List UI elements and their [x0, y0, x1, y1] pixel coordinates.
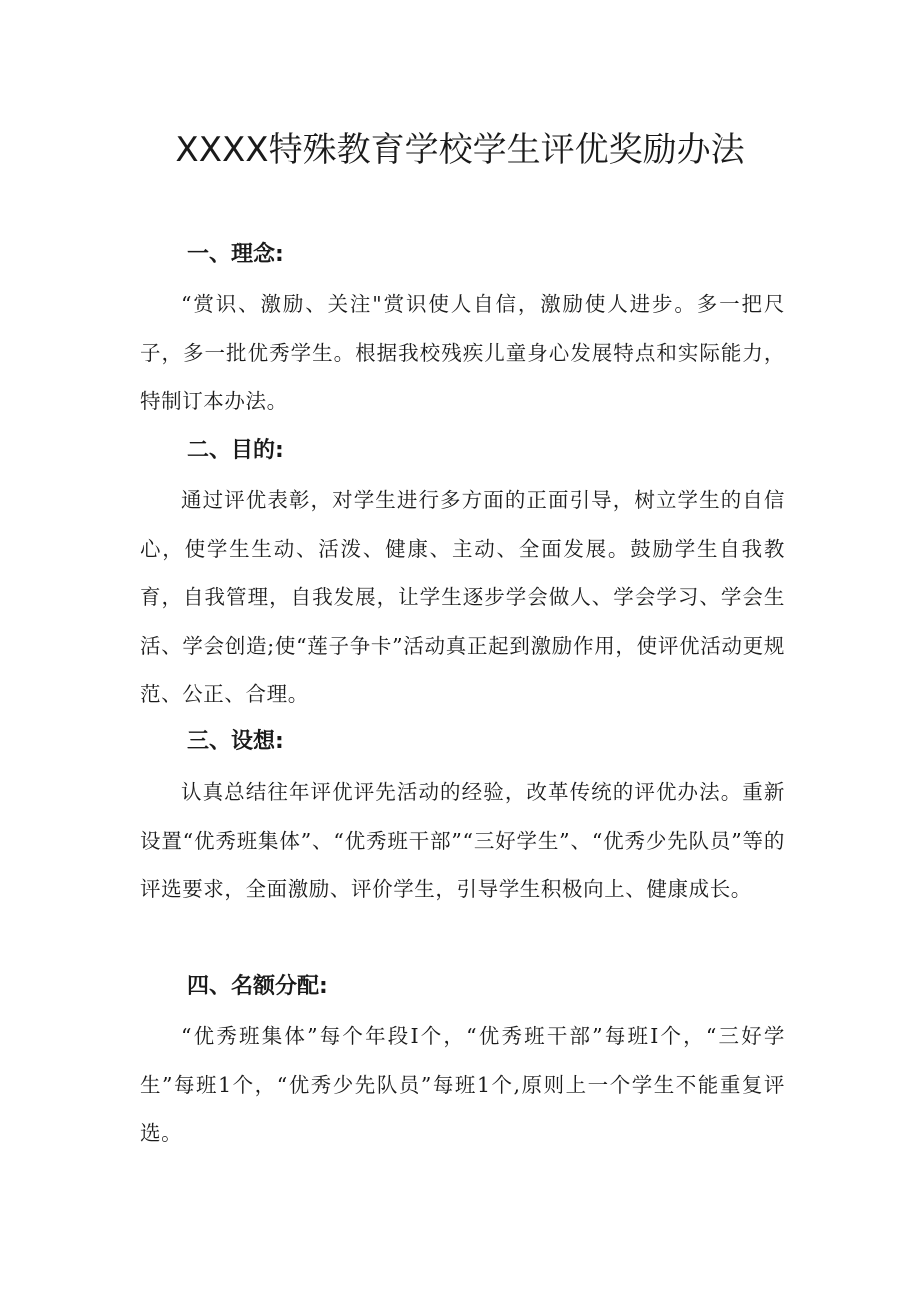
- section-heading-plan: 三、设想:: [187, 729, 284, 754]
- section-text-plan: 认真总结往年评优评先活动的经验，改革传统的评优办法。重新设置“优秀班集体”、“优秀班干部”“三好学生”、“优秀少先队员”等的评选要求，全面激励、评价学生，引导学生积极向上、健康成长。: [140, 780, 785, 901]
- section-text-philosophy: “赏识、激励、关注"赏识使人自信，激励使人进步。多一把尺子，多一批优秀学生。根据我校残疾儿童身心发展特点和实际能力，特制订本办法。: [140, 292, 785, 413]
- section-heading-quota: 四、名额分配:: [187, 974, 328, 999]
- section-text-quota: “优秀班集体”每个年段I个，“优秀班干部”每班I个，“三好学生”每班1个，“优秀少先队员”每班1个,原则上一个学生不能重复评选。: [140, 1024, 785, 1145]
- section-heading-purpose: 二、目的:: [187, 438, 284, 463]
- section-heading-philosophy: 一、理念:: [187, 242, 284, 267]
- section-text-purpose: 通过评优表彰，对学生进行多方面的正面引导，树立学生的自信心，使学生生动、活泼、健康、主动、全面发展。鼓励学生自我教育，自我管理，自我发展，让学生逐步学会做人、学会学习、学会生活、学会创造;使“莲子争卡”活动真正起到激励作用，使评优活动更规范、公正、合理。: [140, 488, 785, 706]
- document-title: XXXX特殊教育学校学生评优奖励办法: [175, 130, 745, 170]
